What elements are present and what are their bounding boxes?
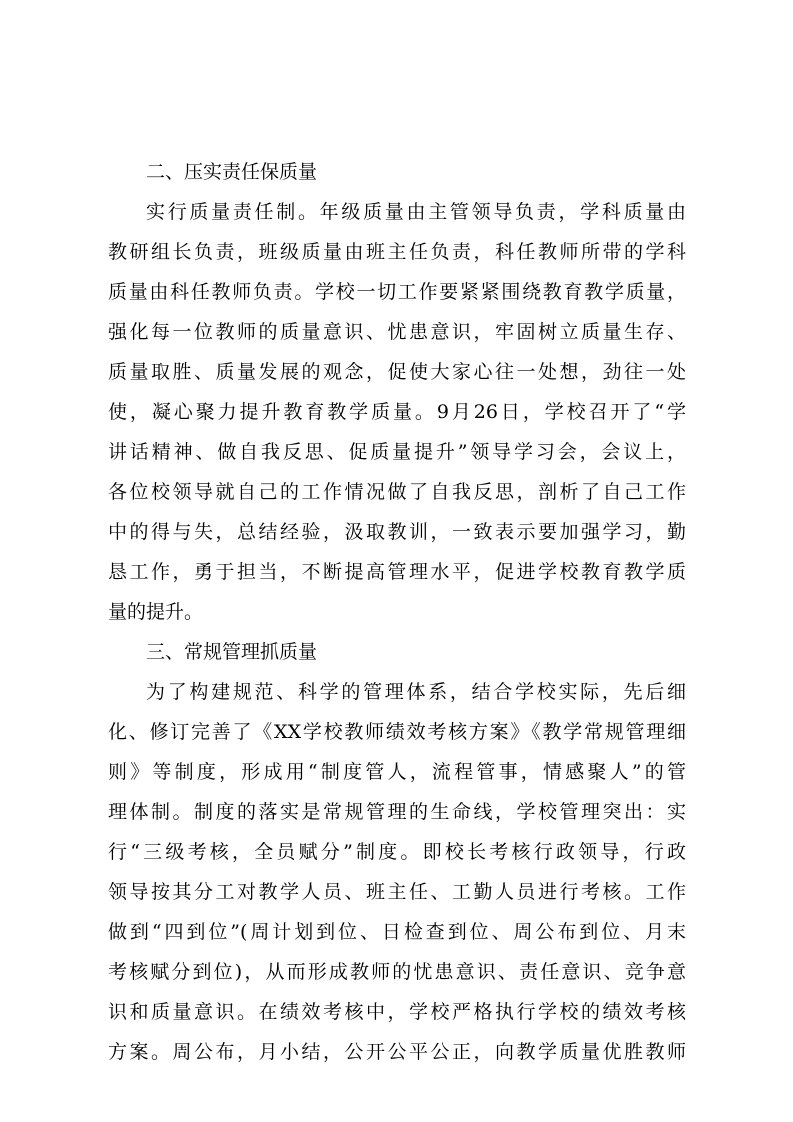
paragraph-line: 为了构建规范、科学的管理体系，结合学校实际，先后细 — [146, 681, 686, 703]
section-heading-2: 二、压实责任保质量 — [146, 161, 318, 183]
paragraph-line: 恳工作，勇于担当，不断提高管理水平，促进学校教育教学质 — [108, 561, 686, 583]
paragraph-line: 强化每一位教师的质量意识、忧患意识，牢固树立质量生存、 — [108, 321, 686, 343]
document-page — [108, 152, 686, 1072]
paragraph-line: 方案。周公布，月小结，公开公平公正，向教学质量优胜教师 — [108, 1041, 686, 1063]
paragraph-line: 化、修订完善了《XX学校教师绩效考核方案》《教学常规管理细 — [108, 721, 686, 743]
paragraph-line: 使，凝心聚力提升教育教学质量。9月26日，学校召开了“学 — [108, 401, 686, 423]
paragraph-line: 理体制。制度的落实是常规管理的生命线，学校管理突出：实 — [108, 801, 686, 823]
paragraph-line: 教研组长负责，班级质量由班主任负责，科任教师所带的学科 — [108, 241, 686, 263]
paragraph-line: 考核赋分到位)，从而形成教师的忧患意识、责任意识、竞争意 — [108, 961, 686, 983]
section-heading-3: 三、常规管理抓质量 — [146, 641, 318, 663]
paragraph-line: 各位校领导就自己的工作情况做了自我反思，剖析了自己工作 — [108, 481, 686, 503]
paragraph-line: 质量由科任教师负责。学校一切工作要紧紧围绕教育教学质量， — [108, 281, 686, 303]
paragraph-line: 实行质量责任制。年级质量由主管领导负责，学科质量由 — [146, 201, 686, 223]
paragraph-line: 中的得与失，总结经验，汲取教训，一致表示要加强学习，勤 — [108, 521, 686, 543]
paragraph-line: 质量取胜、质量发展的观念，促使大家心往一处想，劲往一处 — [108, 361, 686, 383]
paragraph-line: 行“三级考核，全员赋分”制度。即校长考核行政领导，行政 — [108, 841, 686, 863]
paragraph-line: 量的提升。 — [108, 601, 204, 623]
paragraph-line: 做到“四到位”(周计划到位、日检查到位、周公布到位、月末 — [108, 921, 686, 943]
paragraph-line: 讲话精神、做自我反思、促质量提升”领导学习会，会议上， — [108, 441, 686, 463]
paragraph-line: 领导按其分工对教学人员、班主任、工勤人员进行考核。工作 — [108, 881, 686, 903]
paragraph-line: 则》等制度，形成用“制度管人，流程管事，情感聚人”的管 — [108, 761, 686, 783]
paragraph-line: 识和质量意识。在绩效考核中，学校严格执行学校的绩效考核 — [108, 1001, 686, 1023]
